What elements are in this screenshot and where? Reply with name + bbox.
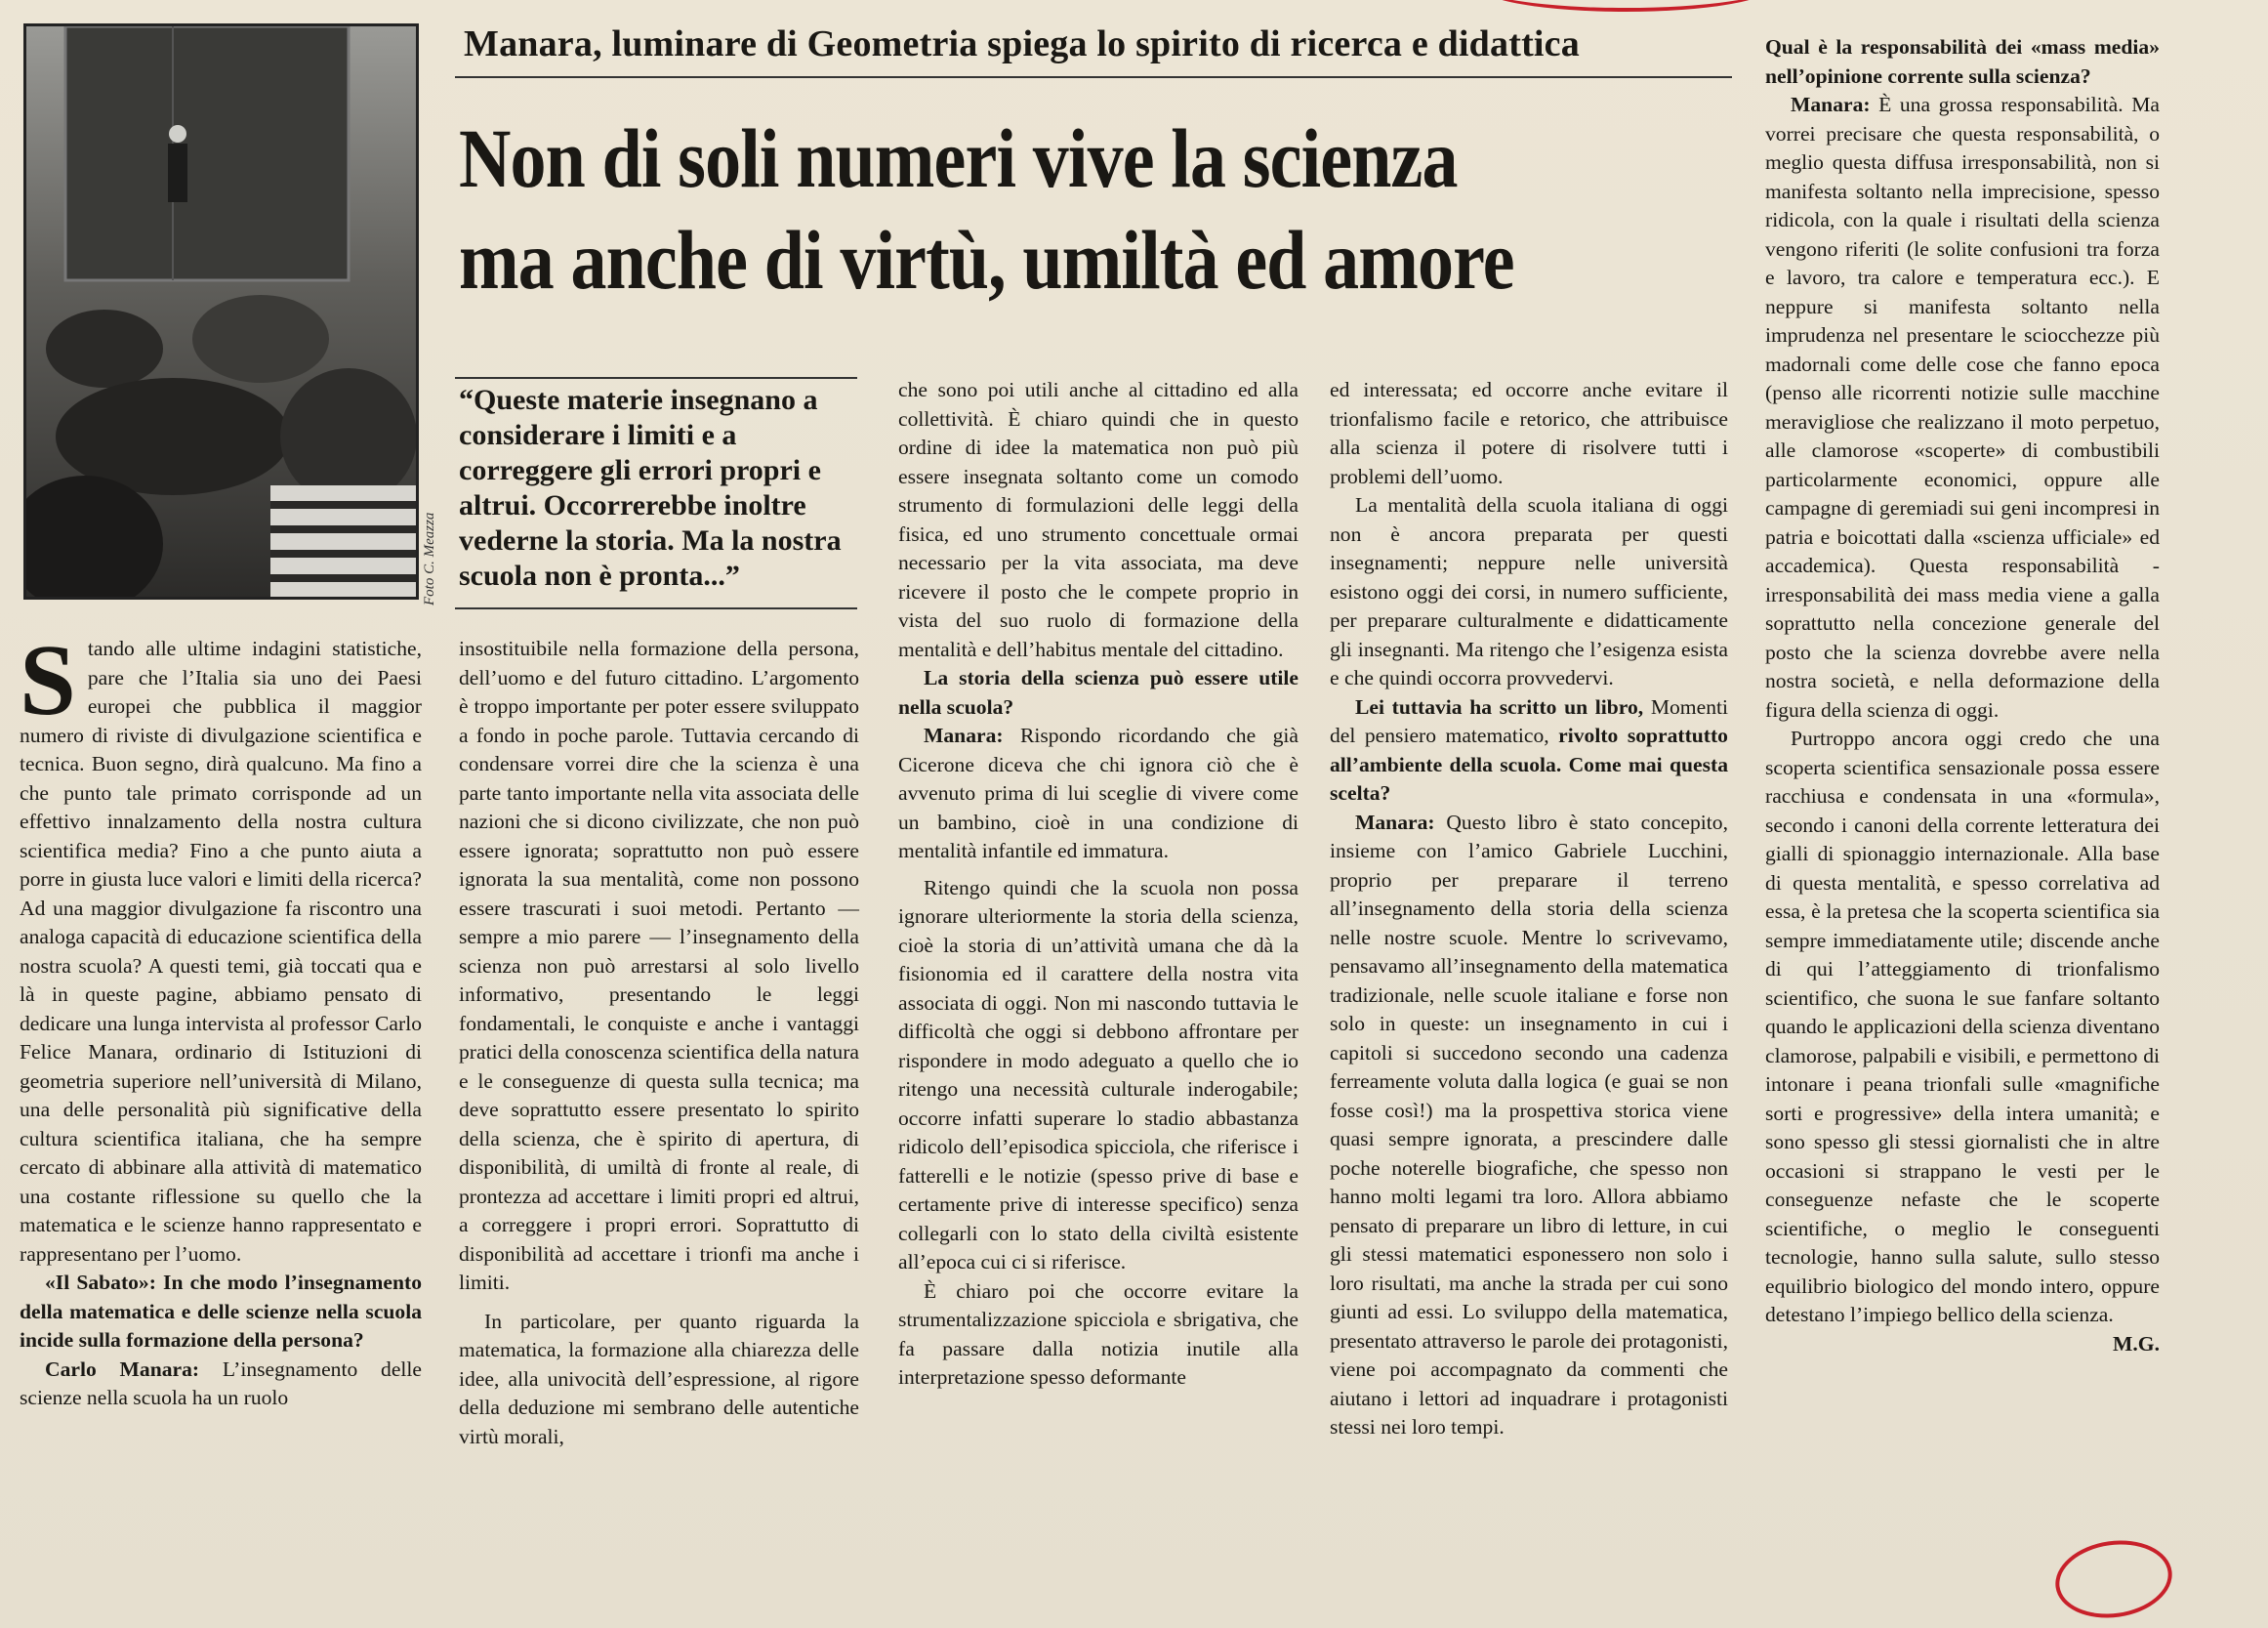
pull-quote-rule-top bbox=[455, 377, 857, 379]
column-4 bbox=[1330, 376, 1728, 1442]
question-4: Qual è la responsabilità dei «mass media» nell’opinione corrente sulla scienza? bbox=[1765, 35, 2160, 88]
paragraph: In particolare, per quanto riguarda la matematica, la formazione alla chiarezza delle idee, alla univocità dell’espressione, al rigore della deduzione mi sembrano delle autentiche virtù morali, bbox=[459, 1309, 859, 1448]
paragraph: È chiaro poi che occorre evitare la strumentalizzazione spicciola e sbrigativa, che fa passare dalla notizia inutile alla interpretazione spesso deformante bbox=[898, 1278, 1299, 1389]
paragraph: La mentalità della scuola italiana di oggi non è ancora preparata per questi insegnamenti; neppure nelle università esistono oggi dei corsi, in numero sufficiente, per preparare culturalmente e didatticamente gli insegnanti. Ma ritengo che l’esigenza esista e che quindi occorra provvedervi. bbox=[1330, 493, 1728, 689]
kicker-rule bbox=[455, 76, 1732, 78]
answer-2: Manara: Rispondo ricordando che già Cicerone diceva che chi ignora ciò che è avvenuto prima di lui sceglie di vivere come un bambino, cioè in una condizione di mentalità infantile ed immatura. bbox=[898, 724, 1299, 862]
paragraph: insostituibile nella formazione della persona, dell’uomo e del futuro cittadino. L’argomento è troppo importante per poter essere sviluppato a fondo in poche parole. Tuttavia cercando di condensare vorrei dire che la scienza è una parte tanto importante nella vita associata delle nazioni che si dicono civilizzate, che non può essere ignorata; soprattutto non può essere ignorata la sua mentalità, come non possono essere trascurati i suoi metodi. Pertanto — sempre a mio parere — l’insegnamento della scienza non può arrestarsi al solo livello informativo, presentando le leggi fondamentali, le conquiste e anche i vantaggi pratici della conoscenza scientifica della natura e le conseguenze di questa sulla tecnica; ma deve soprattutto essere presentato lo spirito della scienza, che è spirito di apertura, di disponibilità, di umiltà di fronte al reale, di prontezza ad accettare i limiti propri ed altrui, a correggere i propri errori. Soprattutto di disponibilità ad accettare i trionfi ma anche i limiti. bbox=[459, 637, 859, 1294]
question-1: «Il Sabato»: In che modo l’insegnamento della matematica e delle scienze nella scuola incide sulla formazione della persona? bbox=[20, 1271, 422, 1352]
kicker: Manara, luminare di Geometria spiega lo spirito di ricerca e didattica bbox=[464, 23, 1580, 64]
paragraph: Purtroppo ancora oggi credo che una scoperta scientifica sensazionale possa essere racchiusa e condensata in una «formula», secondo i canoni della corrente letteratura dei gialli di spionaggio internazionale. Alla base di questa mentalità, e spesso correlativa ad essa, è la pretesa che la scoperta scientifica sia sempre immediatamente utile; discende anche di qui l’atteggiamento di trionfalismo scientifico, che suona le sue fanfare soltanto quando le applicazioni della scienza diventano clamorose, palpabili e visibili, e permettono di intonare i peana trionfali sulle «magnifiche sorti e progressive» della intera umanità; e sono spesso gli stessi giornalisti che in altre occasioni si strappano le vesti per le conseguenze nefaste che le scoperte scientifiche, o meglio le conseguenti tecnologie, hanno sulla salute, sullo stesso equilibrio biologico del mondo intero, oppure detestano l’impiego bellico della scienza. bbox=[1765, 727, 2160, 1326]
article-photo bbox=[23, 23, 419, 600]
answer-1: Carlo Manara: L’insegnamento delle scienze nella scuola ha un ruolo bbox=[20, 1357, 423, 1409]
paragraph: Ritengo quindi che la scuola non possa ignorare ulteriormente la storia della scienza, cioè la storia di un’attività umana che dà la fisionomia ed il carattere della nostra vita associata di oggi. Non mi nascondo tuttavia le difficoltà che oggi si debbono affrontare per rispondere in modo adeguato a quello che io ritengo una necessità culturale inderogabile; occorre infatti superare lo stadio abbastanza ridicolo dell’episodica spicciola, che riferisce i fatterelli e le notizie (spesso prive di base e certamente prive di interesse specifico) senza collegarli con lo stato della civiltà esistente all’epoca cui ci si riferisce. bbox=[898, 875, 1299, 1273]
answer-3: Manara: Questo libro è stato concepito, insieme con l’amico Gabriele Lucchini, proprio per preparare il terreno all’insegnamento della storia della scienza nelle nostre scuole. Mentre lo scrivevamo, pensavamo all’insegnamento della matematica tradizionale, nelle scuole italiane e forse non solo in queste: un insegnamento in cui i capitoli si succedono secondo una cadenza ferreamente voluta dalla logica (e guai se non fosse così!) ma la prospettiva storica viene quasi sempre ignorata, a prescindere dalle poche noterelle biografiche, che spesso non hanno molti legami tra loro. Allora abbiamo pensato di preparare un libro di letture, in cui gli stessi matematici esponessero non solo i loro risultati, ma anche la strada per cui sono giunti ad essi. Lo sviluppo della matematica, presentato attraverso le parole dei protagonisti, viene poi accompagnato da commenti che aiutano i lettori ad inquadrare i protagonisti stessi nei loro tempi. bbox=[1330, 810, 1728, 1439]
column-2 bbox=[459, 635, 859, 1451]
drop-cap: S bbox=[20, 624, 76, 736]
headline bbox=[459, 107, 1559, 311]
photo-credit: Foto C. Meazza bbox=[422, 512, 437, 605]
column-3 bbox=[898, 376, 1299, 1393]
paragraph: ed interessata; ed occorre anche evitare il trionfalismo facile e retorico, che attribuisce alla scienza il potere di risolvere tutti i problemi dell’uomo. bbox=[1330, 378, 1728, 488]
question-3: Lei tuttavia ha scritto un libro, Momenti del pensiero matematico, rivolto soprattutto all’ambiente della scuola. Come mai questa scelta? bbox=[1330, 694, 1728, 805]
pull-quote: “Queste materie insegnano a considerare i limiti e a correggere gli errori propri e altrui. Occorrerebbe inoltre vederne la storia. Ma la nostra scuola non è pronta...” bbox=[459, 384, 842, 592]
column-5 bbox=[1765, 33, 2160, 1358]
headline-line-1: Non di soli numeri vive la scienza bbox=[459, 111, 1458, 205]
paragraph: che sono poi utili anche al cittadino ed alla collettività. È chiaro quindi che in questo ordine di idee la matematica non può più essere insegnata soltanto come un comodo strumento di formulazioni delle leggi della fisica, ed uno strumento concettuale ormai necessario per la vita associata, ma deve ricevere il posto che le compete proprio in vista del suo ruolo di formazione della mentalità e dell’habitus mentale del cittadino. bbox=[898, 378, 1299, 661]
answer-4: Manara: È una grossa responsabilità. Ma vorrei precisare che questa responsabilità, o meglio questa diffusa irresponsabilità, non si manifesta soltanto nella imprecisione, spesso ridicola, con la quale i risultati della scienza vengono riferiti (le solite confusioni tra forza e lavoro, tra calore e temperatura ecc.). E neppure si manifesta soltanto nella imprudenza nel presentare le sciocchezze più madornali come delle cose che fanno epoca (penso alle ricorrenti notizie sulle macchine meravigliose che realizzano il moto perpetuo, alle clamorose «scoperte» di combustibili particolarmente economici, oppure alle campagne di geremiadi sui geni incompresi in patria e boicottati dalla «scienza ufficiale» ed accademica). Questa responsabilità - irresponsabilità dei mass media viene a galla soprattutto nella concezione generale del posto che la scienza dovrebbe avere nella nostra società, e nella deformazione della figura della scienza di oggi. bbox=[1765, 93, 2160, 722]
pull-quote-rule-bottom bbox=[455, 607, 857, 609]
signature: M.G. bbox=[2113, 1331, 2160, 1356]
headline-line-2: ma anche di virtù, umiltà ed amore bbox=[459, 213, 1514, 307]
question-2: La storia della scienza può essere utile nella scuola? bbox=[898, 666, 1299, 719]
column-1 bbox=[20, 624, 423, 1413]
intro-paragraph: Stando alle ultime indagini statistiche, pare che l’Italia sia uno dei Paesi europei che pubblica il maggior numero di riviste di divulgazione scientifica e tecnica. Buon segno, dirà qualcuno. Ma fino a che punto tale primato corrisponde ad un effettivo innalzamento della nostra cultura scientifica media? Fino a che punto aiuta a porre in giusta luce valori e limiti della ricerca? Ad una maggior divulgazione fa riscontro una analoga capacità di educazione scientifica della nostra scuola? A questi temi, già toccati qua e là in queste pagine, abbiamo pensato di dedicare una lunga intervista al professor Carlo Felice Manara, ordinario di Istituzioni di geometria superiore nell’università di Milano, una delle personalità più significative della cultura scientifica italiana, che ha sempre cercato di abbinare alla attività di matematico una costante riflessione su quello che la matematica e le scienze hanno rappresentato e rappresentano per l’uomo. bbox=[20, 624, 422, 1266]
